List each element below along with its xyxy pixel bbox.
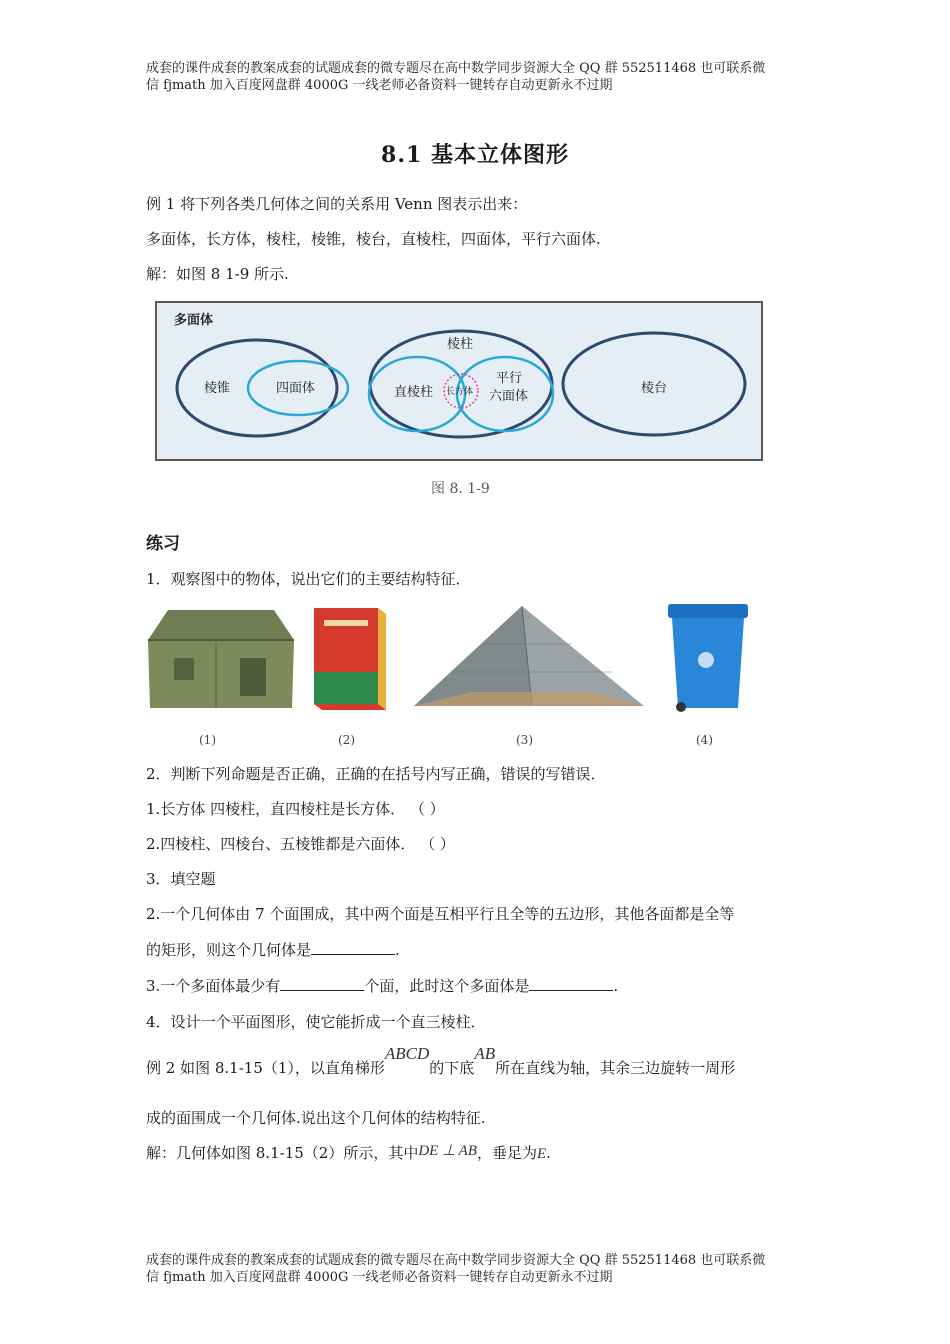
q3-item3-text-1: 3.一个多面体最少有 — [146, 977, 281, 995]
practice-q2-item2: 2.四棱柱、四棱台、五棱锥都是六面体． （ ） — [146, 835, 455, 853]
venn-label-hexahedron: 六面体 — [489, 389, 529, 404]
example1-items: 多面体，长方体，棱柱，棱锥，棱台，直棱柱，四面体，平行六面体. — [146, 230, 601, 248]
venn-label-prism: 棱柱 — [447, 337, 474, 352]
footer-line-2: 信 fjmath 加入百度网盘群 4000G 一线老师必备资料一键转存自动更新永不过期 — [146, 1270, 613, 1285]
venn-caption: 图 8. 1-9 — [431, 481, 490, 497]
venn-label-cuboid: 长方体 — [446, 387, 474, 397]
example2-line2: 成的面围成一个几何体.说出这个几何体的结构特征. — [146, 1109, 486, 1127]
figure-label-2: (2) — [338, 733, 355, 747]
venn-label-polyhedron: 多面体 — [174, 313, 214, 328]
math-trapezoid: ABCD — [384, 1044, 430, 1063]
practice-q3-item2-line1: 2.一个几何体由 7 个面围成，其中两个面是互相平行且全等的五边形，其他各面都是全等 — [146, 905, 735, 923]
example2-solution-text-2: ，垂足为 — [476, 1144, 537, 1162]
header-line-1: 成套的课件成套的教案成套的试题成套的微专题尽在高中数学同步资源大全 QQ 群 552511468 也可联系微 — [146, 61, 766, 76]
q3-item3-end: . — [613, 977, 619, 995]
answer-blank — [311, 940, 395, 955]
practice-q3-item2-line2 — [146, 940, 816, 960]
venn-diagram — [154, 300, 764, 464]
venn-label-parallel: 平行 — [496, 371, 523, 386]
page-footer — [146, 1252, 806, 1286]
math-perpendicular: DE ⊥ AB — [418, 1143, 477, 1159]
header-line-2: 信 fjmath 加入百度网盘群 4000G 一线老师必备资料一键转存自动更新永不过期 — [146, 78, 613, 93]
example2-solution-text: 解：几何体如图 8.1-15（2）所示，其中 — [146, 1144, 419, 1162]
venn-label-frustum: 棱台 — [641, 381, 668, 396]
answer-blank — [280, 976, 364, 991]
figure-label-4: (4) — [696, 733, 713, 747]
footer-line-1: 成套的课件成套的教案成套的试题成套的微专题尽在高中数学同步资源大全 QQ 群 552511468 也可联系微 — [146, 1253, 766, 1268]
math-point-e: E — [536, 1146, 547, 1162]
practice-q4: 4．设计一个平面图形，使它能折成一个直三棱柱． — [146, 1013, 486, 1031]
page-title: 8.1 基本立体图形 — [381, 142, 569, 168]
example2-text-3: 所在直线为轴，其余三边旋转一周形 — [495, 1059, 736, 1077]
venn-label-tetrahedron: 四面体 — [276, 381, 316, 396]
example1-solution: 解：如图 8 1-9 所示. — [146, 265, 289, 283]
example1-prompt: 例 1 将下列各类几何体之间的关系用 Venn 图表示出来： — [146, 195, 528, 213]
math-base: AB — [474, 1044, 496, 1063]
example2-line1 — [146, 1044, 816, 1078]
practice-q3-item3 — [146, 976, 816, 996]
practice-q2-item1: 1.长方体 四棱柱，直四棱柱是长方体． （ ） — [146, 800, 445, 818]
example2-text-2: 的下底 — [429, 1059, 475, 1077]
pyramid-image — [412, 602, 644, 714]
example2-text-1: 例 2 如图 8.1-15（1），以直角梯形 — [146, 1059, 385, 1077]
practice-q2: 2．判断下列命题是否正确，正确的在括号内写正确，错误的写错误． — [146, 765, 606, 783]
example2-solution — [146, 1143, 816, 1164]
venn-label-right-prism: 直棱柱 — [394, 385, 434, 400]
page-header — [146, 60, 806, 94]
venn-label-pyramid: 棱锥 — [204, 381, 231, 396]
tent-image — [146, 602, 296, 714]
example2-solution-end: . — [546, 1144, 551, 1162]
practice-q3: 3．填空题 — [146, 870, 216, 888]
practice-q1: 1．观察图中的物体，说出它们的主要结构特征． — [146, 570, 471, 588]
q3-item2-text: 的矩形，则这个几何体是 — [146, 941, 312, 959]
q3-item3-text-2: 个面，此时这个多面体是 — [364, 977, 530, 995]
figure-label-1: (1) — [199, 733, 216, 747]
q3-item2-end: . — [395, 941, 400, 959]
figure-label-3: (3) — [516, 733, 533, 747]
book-image — [312, 602, 388, 714]
practice-heading: 练习 — [146, 534, 180, 554]
trash-bin-image — [666, 602, 750, 714]
answer-blank — [529, 976, 613, 991]
